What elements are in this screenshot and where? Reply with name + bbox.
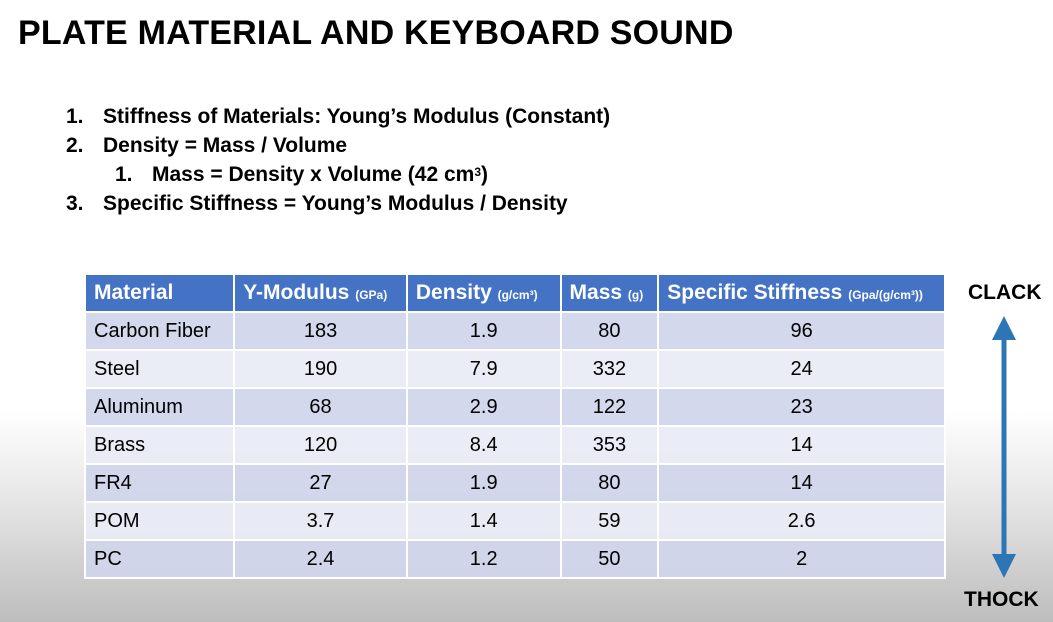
column-header-mass: Mass (g) bbox=[561, 274, 659, 312]
thock-label: THOCK bbox=[964, 588, 1039, 611]
cell-y-modulus: 3.7 bbox=[234, 502, 407, 540]
cell-density: 1.2 bbox=[407, 540, 561, 578]
table-row bbox=[85, 464, 945, 502]
cell-y-modulus: 120 bbox=[234, 426, 407, 464]
cell-specific-stiffness: 24 bbox=[658, 350, 945, 388]
cell-mass: 80 bbox=[561, 312, 659, 350]
cell-density: 2.9 bbox=[407, 388, 561, 426]
materials-table bbox=[84, 273, 946, 579]
column-header-y-modulus: Y-Modulus (GPa) bbox=[234, 274, 407, 312]
table-row bbox=[85, 312, 945, 350]
cell-material: POM bbox=[85, 502, 234, 540]
list-item-number: 3. bbox=[66, 192, 84, 215]
cell-y-modulus: 2.4 bbox=[234, 540, 407, 578]
cell-specific-stiffness: 96 bbox=[658, 312, 945, 350]
cell-specific-stiffness: 23 bbox=[658, 388, 945, 426]
table-row bbox=[85, 388, 945, 426]
list-item-text: Density = Mass / Volume bbox=[103, 134, 348, 157]
cell-density: 1.9 bbox=[407, 464, 561, 502]
list-item-text: Mass = Density x Volume (42 $cm^3$) bbox=[152, 163, 489, 186]
cell-specific-stiffness: 14 bbox=[658, 464, 945, 502]
page-title: PLATE MATERIAL AND KEYBOARD SOUND bbox=[18, 14, 734, 52]
list-item-text: Stiffness of Materials: Young’s Modulus (Constant) bbox=[103, 105, 611, 128]
unit-label: (GPa) bbox=[355, 288, 388, 302]
cell-mass: 50 bbox=[561, 540, 659, 578]
cell-y-modulus: 183 bbox=[234, 312, 407, 350]
cell-density: 7.9 bbox=[407, 350, 561, 388]
cell-specific-stiffness: 2.6 bbox=[658, 502, 945, 540]
table-row bbox=[85, 350, 945, 388]
cell-material: Carbon Fiber bbox=[85, 312, 234, 350]
table-header-row bbox=[85, 274, 945, 312]
list-item-number: 2. bbox=[66, 134, 84, 157]
cell-mass: 353 bbox=[561, 426, 659, 464]
cell-y-modulus: 68 bbox=[234, 388, 407, 426]
cell-density: 1.4 bbox=[407, 502, 561, 540]
clack-label: CLACK bbox=[968, 281, 1042, 304]
cell-y-modulus: 27 bbox=[234, 464, 407, 502]
cell-density: 8.4 bbox=[407, 426, 561, 464]
double-headed-vertical-arrow-icon bbox=[988, 316, 1020, 578]
cell-material: Steel bbox=[85, 350, 234, 388]
table-row bbox=[85, 540, 945, 578]
superscript: 3 bbox=[474, 165, 482, 179]
table-row bbox=[85, 502, 945, 540]
cell-mass: 59 bbox=[561, 502, 659, 540]
cell-mass: 122 bbox=[561, 388, 659, 426]
unit-label: (g) bbox=[627, 288, 644, 302]
list-item-number: 1. bbox=[115, 163, 133, 186]
column-header-density: Density (g/cm³) bbox=[407, 274, 561, 312]
unit-label: (Gpa/(g/cm³)) bbox=[848, 288, 923, 302]
cell-material: Aluminum bbox=[85, 388, 234, 426]
table-row bbox=[85, 426, 945, 464]
cell-specific-stiffness: 14 bbox=[658, 426, 945, 464]
column-header-specific-stiffness: Specific Stiffness (Gpa/(g/cm³)) bbox=[658, 274, 945, 312]
cell-mass: 80 bbox=[561, 464, 659, 502]
list-item-text: Specific Stiffness = Young’s Modulus / Density bbox=[103, 192, 568, 215]
list-item-number: 1. bbox=[66, 105, 84, 128]
unit-label: (g/cm³) bbox=[497, 288, 538, 302]
column-header-material: Material bbox=[85, 274, 234, 312]
cell-y-modulus: 190 bbox=[234, 350, 407, 388]
cell-density: 1.9 bbox=[407, 312, 561, 350]
cell-material: PC bbox=[85, 540, 234, 578]
cell-material: FR4 bbox=[85, 464, 234, 502]
cell-material: Brass bbox=[85, 426, 234, 464]
cell-mass: 332 bbox=[561, 350, 659, 388]
cell-specific-stiffness: 2 bbox=[658, 540, 945, 578]
